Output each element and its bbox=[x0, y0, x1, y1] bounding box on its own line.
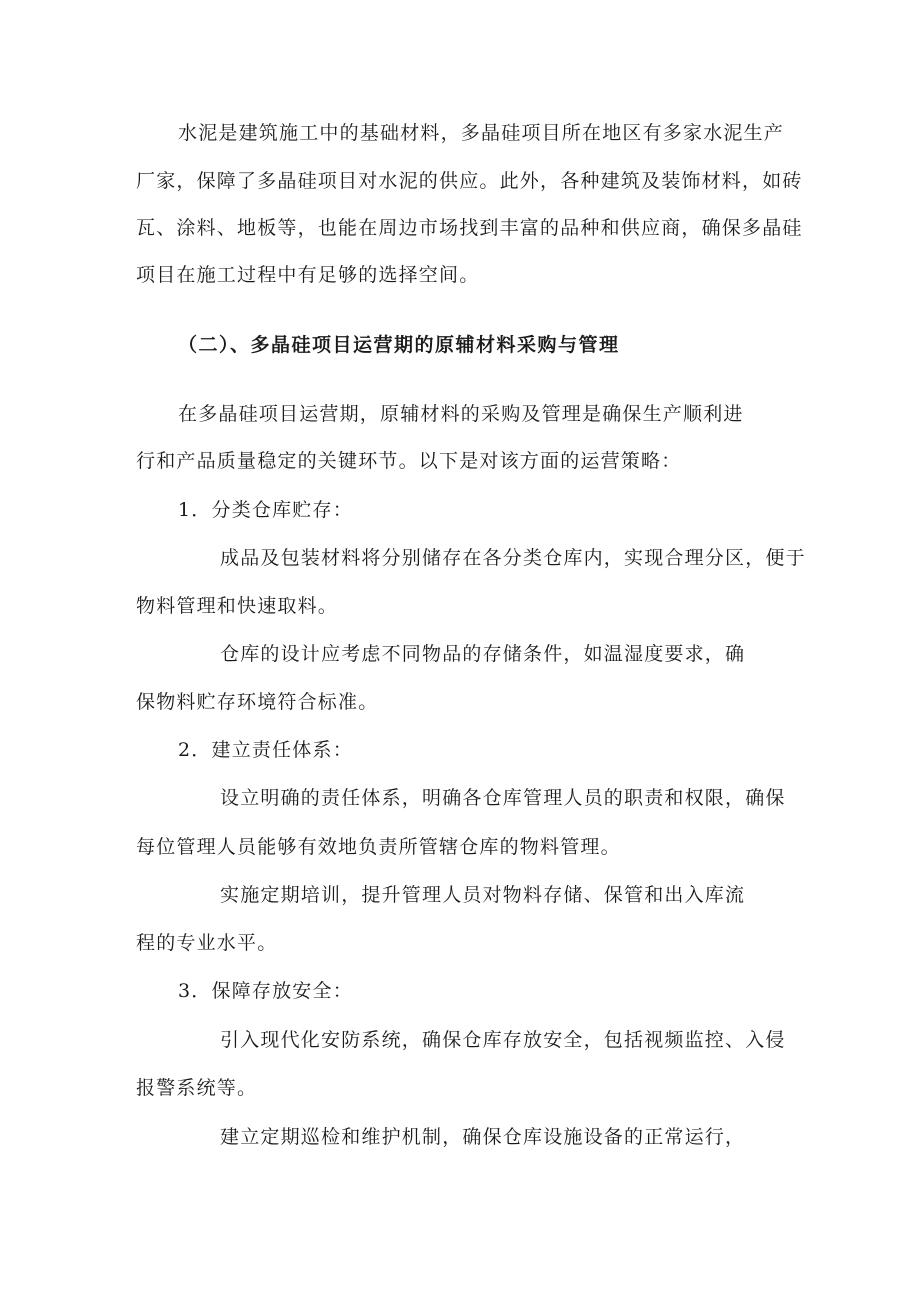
paragraph-line: 仓库的设计应考虑不同物品的存储条件，如温湿度要求，确 bbox=[220, 643, 746, 665]
paragraph-line: 引入现代化安防系统，确保仓库存放安全，包括视频监控、入侵 bbox=[220, 1029, 786, 1051]
paragraph-line: 每位管理人员能够有效地负责所管辖仓库的物料管理。 bbox=[136, 836, 621, 858]
list-item-title: 1．分类仓库贮存： bbox=[178, 499, 353, 521]
paragraph-line: 项目在施工过程中有足够的选择空间。 bbox=[136, 264, 480, 286]
list-item-title: 2．建立责任体系： bbox=[178, 739, 353, 761]
paragraph-line: 物料管理和快速取料。 bbox=[136, 595, 339, 617]
paragraph-line: 成品及包装材料将分别储存在各分类仓库内，实现合理分区，便于 bbox=[220, 547, 806, 569]
paragraph-line: 在多晶硅项目运营期，原辅材料的采购及管理是确保生产顺利进 bbox=[178, 403, 744, 425]
paragraph-line: 保物料贮存环境符合标准。 bbox=[136, 691, 379, 713]
paragraph-line: 程的专业水平。 bbox=[136, 932, 278, 954]
section-heading: （二）、多晶硅项目运营期的原辅材料采购与管理 bbox=[178, 334, 620, 356]
paragraph-line: 实施定期培训，提升管理人员对物料存储、保管和出入库流 bbox=[220, 884, 746, 906]
list-item-title: 3．保障存放安全： bbox=[178, 980, 353, 1002]
paragraph-line: 设立明确的责任体系，明确各仓库管理人员的职责和权限，确保 bbox=[220, 787, 786, 809]
paragraph-line: 厂家，保障了多晶硅项目对水泥的供应。此外，各种建筑及装饰材料，如砖 bbox=[136, 170, 803, 192]
paragraph-line: 报警系统等。 bbox=[136, 1077, 258, 1099]
paragraph-line: 瓦、涂料、地板等，也能在周边市场找到丰富的品种和供应商，确保多晶硅 bbox=[136, 217, 803, 239]
paragraph-line: 建立定期巡检和维护机制，确保仓库设施设备的正常运行， bbox=[220, 1126, 746, 1148]
paragraph-line: 水泥是建筑施工中的基础材料，多晶硅项目所在地区有多家水泥生产 bbox=[178, 122, 785, 144]
paragraph-line: 行和产品质量稳定的关键环节。以下是对该方面的运营策略： bbox=[136, 450, 682, 472]
